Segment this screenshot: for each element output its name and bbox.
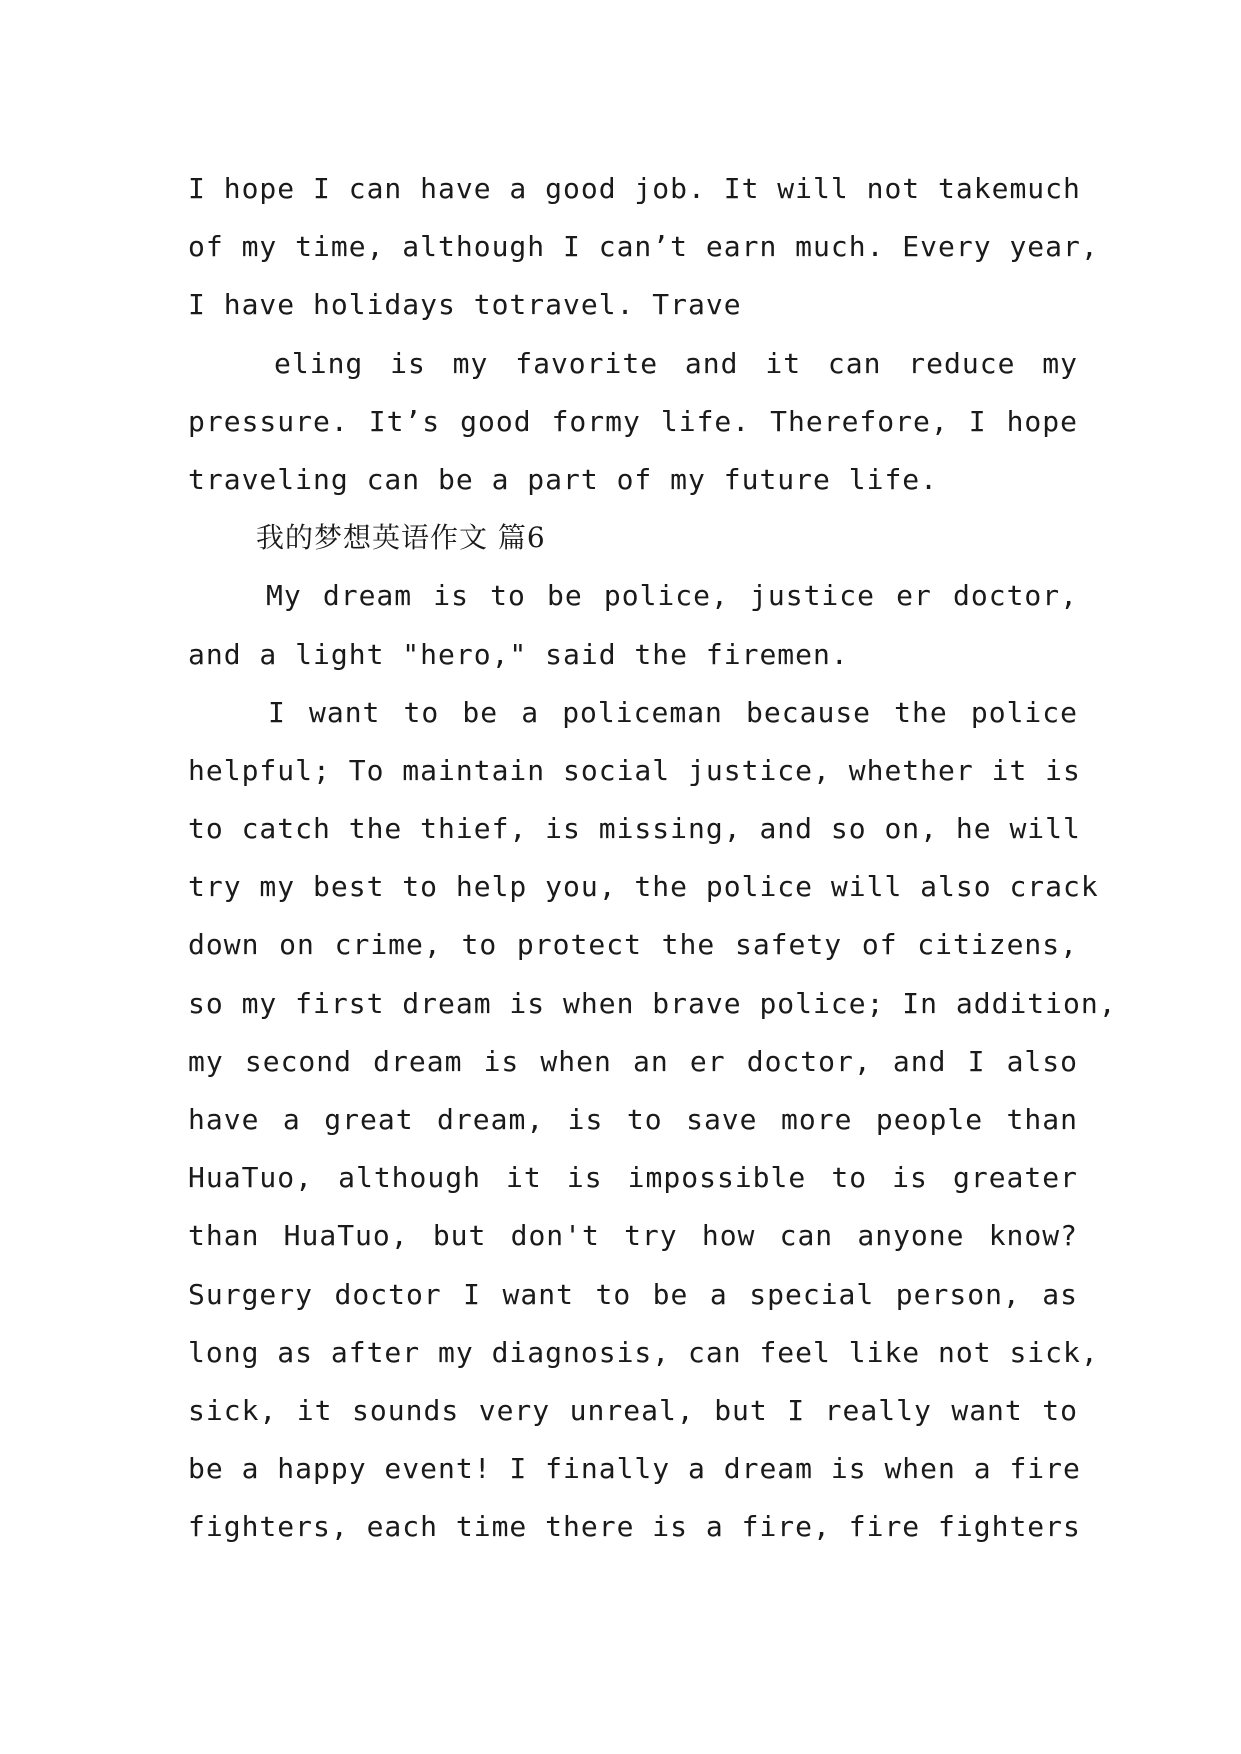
text-line: eling is my favorite and it can reduce my xyxy=(274,346,1078,380)
text-line: I hope I can have a good job. It will not takemuch xyxy=(188,172,1081,205)
section-heading: 我的梦想英语作文 篇6 xyxy=(256,521,546,555)
text-line: traveling can be a part of my future life. xyxy=(188,462,939,496)
text-line: try my best to help you, the police will also crack xyxy=(188,870,1099,904)
text-line: and a light "hero," said the firemen. xyxy=(188,637,849,671)
text-line: of my time, although I can’t earn much. Every year, xyxy=(188,230,1099,264)
text-line: Surgery doctor I want to be a special person, as xyxy=(188,1277,1078,1311)
text-line: fighters, each time there is a fire, fire fighters xyxy=(188,1510,1081,1544)
text-line: to catch the thief, is missing, and so on, he will xyxy=(188,812,1081,846)
text-line: I want to be a policeman because the police xyxy=(268,695,1078,729)
text-line: My dream is to be police, justice er doctor, xyxy=(266,579,1078,613)
text-line: long as after my diagnosis, can feel like not sick, xyxy=(188,1335,1099,1369)
text-line: my second dream is when an er doctor, and I also xyxy=(188,1044,1078,1078)
text-line: I have holidays totravel. Trave xyxy=(188,288,742,322)
text-line: pressure. It’s good formy life. Therefore, I hope xyxy=(188,404,1078,438)
text-line: down on crime, to protect the safety of citizens, xyxy=(188,928,1078,962)
text-line: HuaTuo, although it is impossible to is greater xyxy=(188,1161,1078,1195)
text-line: than HuaTuo, but don't try how can anyone know? xyxy=(188,1219,1078,1253)
text-line: have a great dream, is to save more people than xyxy=(188,1103,1078,1136)
text-line: be a happy event! I finally a dream is when a fire xyxy=(188,1452,1081,1486)
text-line: helpful; To maintain social justice, whether it is xyxy=(188,753,1081,787)
text-line: so my first dream is when brave police; In addition, xyxy=(188,986,1117,1020)
document-body xyxy=(188,160,1117,1557)
text-line: sick, it sounds very unreal, but I really want to xyxy=(188,1393,1078,1427)
